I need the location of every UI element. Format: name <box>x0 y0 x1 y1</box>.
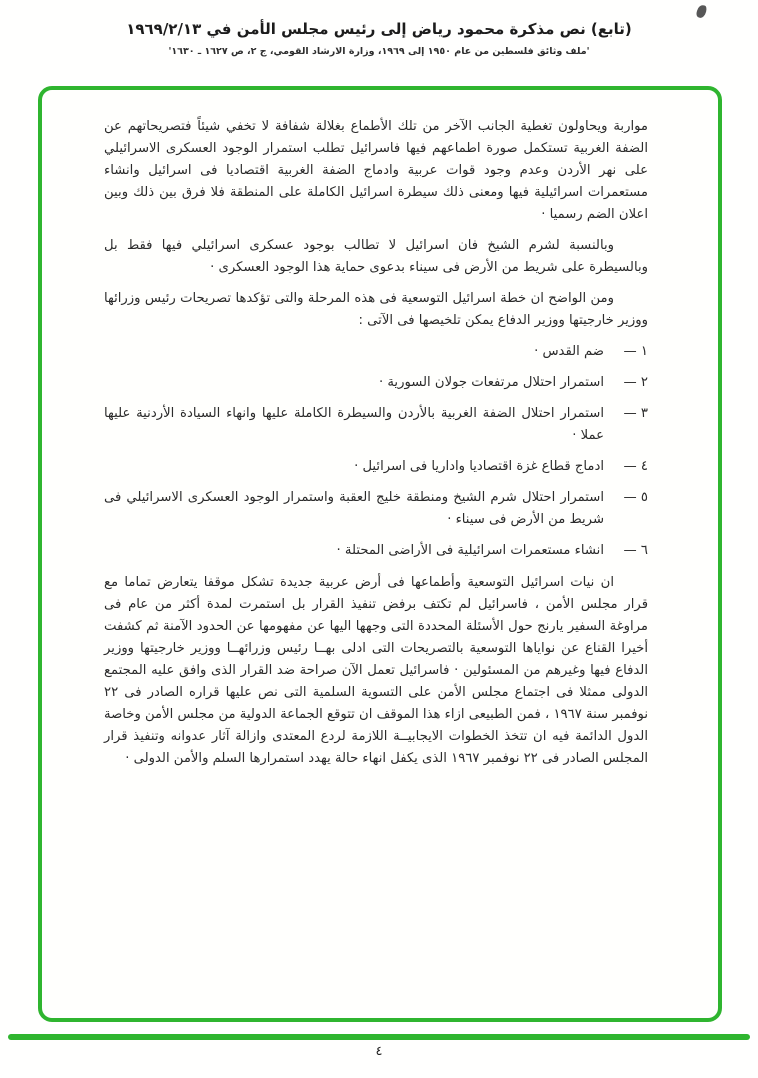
page-number: ٤ <box>375 1044 383 1059</box>
list-item-number: ٤ — <box>623 459 648 474</box>
document-title: (تابع) نص مذكرة محمود رياض إلى رئيس مجلس الأمن في ١٩٦٩/٢/١٣ <box>126 20 632 38</box>
paragraph: مواربة ويحاولون تغطية الجانب الآخر من تلك الأطماع بغلالة شفافة لا تخفي شيئاً فتصريحاتهم عن الضفة الغربية تستكمل صورة اطماعهم فيها فاسرائيل تطلب استمرار الوجود العسكرى الاسرائيلي على نهر الأردن وعدم وجود قوات عربية وادماج الضفة الغربية اقتصاديا فى اسرائيل وانشاء مستعمرات اسرائيلية فيها ومعنى ذلك سيطرة اسرائيل الكاملة على المنطقة فلا فرق بين ذلك وبين اعلان الضم رسميا · <box>104 119 648 222</box>
list-item-number: ٢ — <box>623 375 648 390</box>
list-item <box>104 403 648 447</box>
document-source-line: 'ملف وثائق فلسطين من عام ١٩٥٠ إلى ١٩٦٩، وزارة الارشاد القومي، ج ٢، ص ١٦٢٧ ـ ١٦٣٠' <box>168 46 590 57</box>
list-item-text: ضم القدس · <box>534 344 604 359</box>
list-item-text: ادماج قطاع غزة اقتصاديا واداريا فى اسرائيل · <box>354 459 604 474</box>
footer-rule <box>8 1034 750 1040</box>
list-item-number: ٥ — <box>623 490 648 505</box>
list-item-number: ٣ — <box>623 406 648 421</box>
list-item <box>104 456 648 478</box>
paragraph: وبالنسبة لشرم الشيخ فان اسرائيل لا تطالب بوجود عسكرى اسرائيلي فيها فقط بل وبالسيطرة على شريط من الأرض فى سيناء بدعوى حماية هذا الوجود العسكرى · <box>104 238 648 275</box>
numbered-points-list <box>104 341 648 562</box>
list-item-text: استمرار احتلال مرتفعات جولان السورية · <box>378 375 604 390</box>
list-item-number: ٦ — <box>623 543 648 558</box>
document-body <box>42 90 718 770</box>
list-item-number: ١ — <box>623 344 648 359</box>
page-header <box>0 0 758 57</box>
list-item-text: استمرار احتلال الضفة الغربية بالأردن والسيطرة الكاملة عليها وانهاء السيادة الأردنية عليها عملا · <box>104 406 604 443</box>
scanned-document-frame <box>38 86 722 1022</box>
list-item-text: انشاء مستعمرات اسرائيلية فى الأراضى المحتلة · <box>336 543 604 558</box>
list-item <box>104 540 648 562</box>
list-item <box>104 341 648 363</box>
list-item <box>104 487 648 531</box>
list-item <box>104 372 648 394</box>
paragraph: ومن الواضح ان خطة اسرائيل التوسعية فى هذه المرحلة والتى تؤكدها تصريحات رئيس وزرائها ووزير خارجيتها ووزير الدفاع يمكن تلخيصها فى الآتى : <box>104 291 648 328</box>
list-item-text: استمرار احتلال شرم الشيخ ومنطقة خليج العقبة واستمرار الوجود العسكرى الاسرائيلي فى شريط من الأرض فى سيناء · <box>104 490 604 527</box>
closing-paragraph: ان نيات اسرائيل التوسعية وأطماعها فى أرض عربية جديدة تشكل موقفا يتعارض تماما مع قرار مجلس الأمن ، فاسرائيل لم تكتف برفض تنفيذ القرار بل استمرت لمدة أكثر من عام فى مراوغة السفير يارنج حول الأسئلة المحددة التى وجهها اليها عن مفهومها عن الحدود الآمنة ثم كشفت أخيرا القناع عن نواياها التوسعية بالتصريحات التى ادلى بهــا رئيس وزرائهــا ووزير خارجيتها ووزير الدفاع فيها وغيرهم من المسئولين · فاسرائيل تعمل الآن صراحة ضد القرار الذى وافق عليه المجتمع الدولى ممثلا فى اجتماع مجلس الأمن على التسوية السلمية التى نص عليها قراره الصادر فى ٢٢ نوفمبر سنة ١٩٦٧ ، فمن الطبيعى ازاء هذا الموقف ان تتوقع الجماعة الدولية من مجلس الأمن وخاصة الدول الدائمة فيه ان تتخذ الخطوات الايجابيــة اللازمة لردع المعتدى وازالة آثار عدوانه وتنفيذ قرار المجلس الصادر فى ٢٢ نوفمبر ١٩٦٧ الذى يكفل انهاء حالة يهدد استمرارها السلم والأمن الدولى · <box>104 575 648 766</box>
